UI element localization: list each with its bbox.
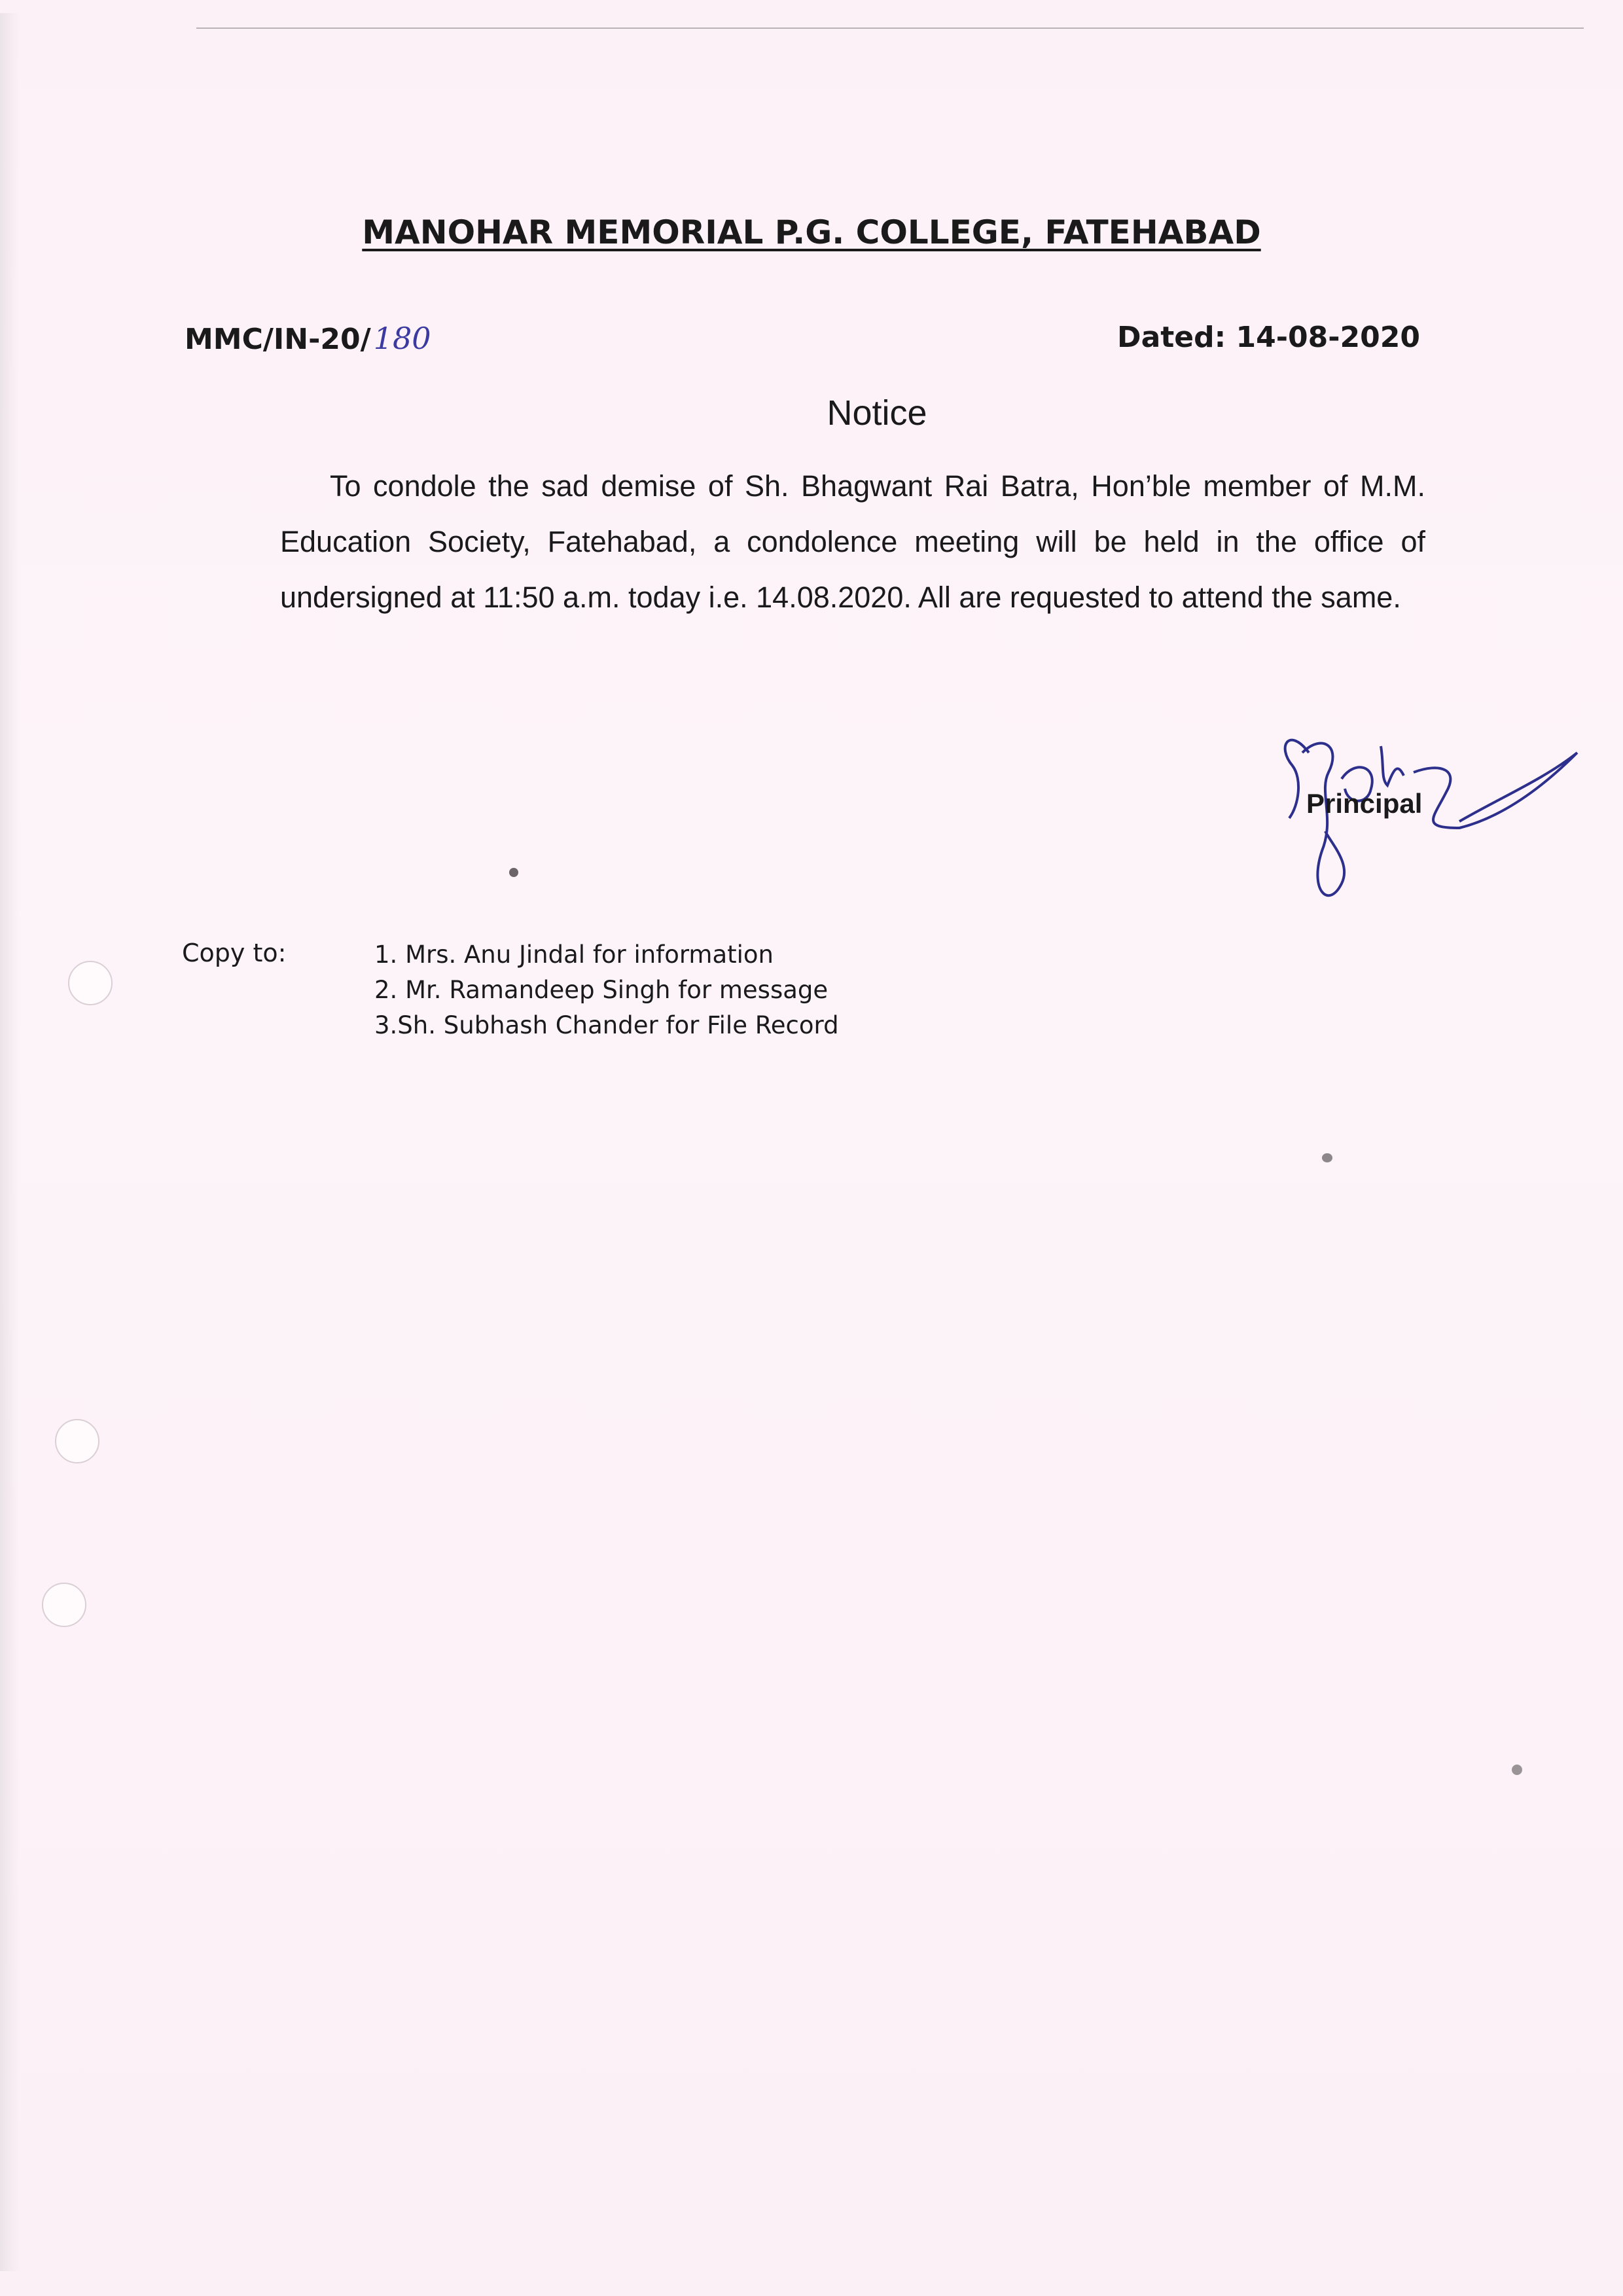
scan-speck bbox=[1322, 1153, 1332, 1162]
notice-heading: Notice bbox=[827, 393, 927, 433]
reference-number-handwritten: 180 bbox=[373, 321, 431, 356]
scan-speck bbox=[509, 868, 518, 877]
reference-number bbox=[185, 321, 431, 356]
copy-to-label: Copy to: bbox=[182, 939, 287, 967]
signatory-title: Principal bbox=[1306, 788, 1423, 819]
copy-to-item: 2. Mr. Ramandeep Singh for message bbox=[374, 976, 829, 1004]
copy-to-item: 3.Sh. Subhash Chander for File Record bbox=[374, 1011, 839, 1039]
punch-hole-2 bbox=[55, 1419, 99, 1463]
scan-left-edge-shadow bbox=[0, 13, 20, 2271]
signature-block bbox=[1263, 707, 1597, 929]
punch-hole-1 bbox=[68, 961, 113, 1005]
notice-date: Dated: 14-08-2020 bbox=[1117, 321, 1420, 354]
scan-top-edge-line bbox=[196, 27, 1584, 29]
reference-prefix: MMC/IN-20/ bbox=[185, 323, 371, 356]
scan-speck bbox=[1512, 1765, 1522, 1775]
college-title: MANOHAR MEMORIAL P.G. COLLEGE, FATEHABAD bbox=[362, 213, 1261, 251]
notice-body: To condole the sad demise of Sh. Bhagwant Rai Batra, Hon’ble member of M.M. Education Society, Fatehabad, a condolence meeting will be held in the office of undersigned at 11:50 a.m. today i.e. 14.08.2020. All are requested to attend the same. bbox=[280, 469, 1425, 614]
copy-to-list bbox=[374, 937, 839, 1043]
punch-hole-3 bbox=[42, 1583, 86, 1627]
copy-to-item: 1. Mrs. Anu Jindal for information bbox=[374, 941, 774, 969]
